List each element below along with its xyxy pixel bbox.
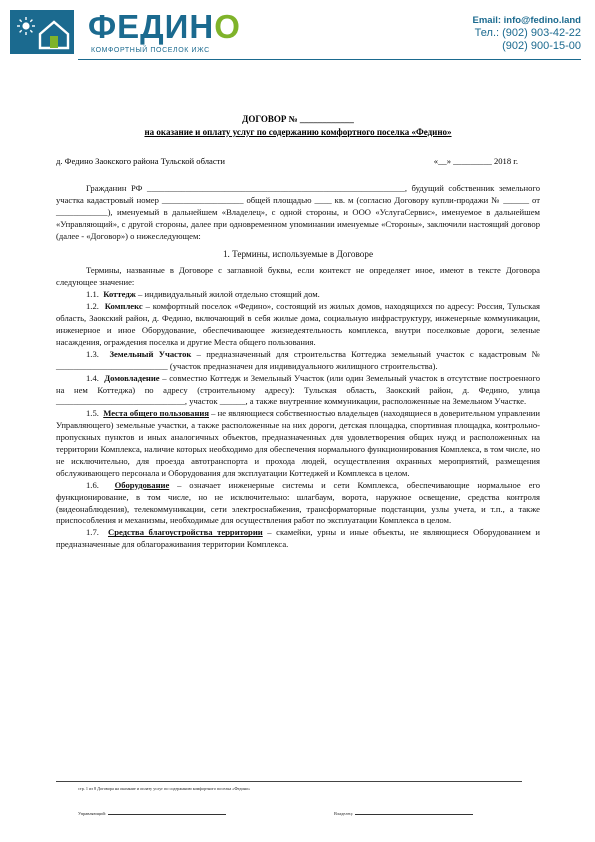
header-divider — [78, 59, 581, 60]
definition-text: – скамейки, урны и иные объекты, не являющиеся Оборудованием и предназначенные для облагораживания территории Комплекса. — [56, 527, 540, 550]
definition-text: – означает инженерные системы и сети Комплекса, обеспечивающие нормальное его функционирование, в том числе, но не исключительно: шлагбаум, ворота, наружное освещение, средства контроля (видеонаблюдения), телекоммуникации, сети электроснабжения, трансформаторные подстанции, узлы учета, и т.п., а также приспособления и механизмы, необходимые для осуществления работ по эксплуатации Комплекса в целом. — [56, 479, 540, 526]
owner-label: Владелец: — [334, 811, 353, 816]
brand-tagline: КОМФОРТНЫЙ ПОСЕЛОК ИЖС — [91, 47, 210, 54]
definition-item — [56, 289, 540, 301]
definition-text: – индивидуальный жилой отдельно стоящий дом. — [135, 289, 320, 300]
contact-phone-2: (902) 900-15-00 — [502, 40, 581, 52]
section-1-title: 1. Термины, используемые в Договоре — [222, 248, 374, 259]
definition-term: Комплекс — [104, 301, 143, 312]
definitions-list — [56, 289, 540, 551]
document-title — [56, 113, 540, 139]
sun-icon — [16, 16, 36, 36]
definition-text: – комфортный поселок «Федино», состоящий из жилых домов, находящихся по адресу: Россия, Тульская область, Заокский район, д. Федино, включающий в себя жилые дома, социальную инфраструктуру, инженерные коммуникации, инженерное и иное Оборудование, обеспечивающее жизнедеятельность комплекса, внутри поселковые дороги, зеленые насаждения, ограждения поселка и другие Места общего пользования. — [56, 301, 540, 347]
definition-number: 1.6. — [86, 479, 99, 490]
contact-phone-1: Тел.: (902) 903-42-22 — [474, 27, 581, 39]
definition-number: 1.5. — [86, 408, 99, 419]
preamble: Гражданин РФ ____________________________________________________________, будущий собственник земельного участка кадастровый номер ___________________ общей площадью ____ кв. м (согласно Договору купли-продажи № ______ от ____________), именуемый в дальнейшем «Владелец», с одной стороны, и ООО «УслугаСервис», именуемое в дальнейшем «Управляющий», с другой стороны, далее при одновременном упоминании именуемые «Стороны», заключили настоящий договор (далее - «Договор») о нижеследующем: — [56, 183, 540, 241]
definition-term: Места общего пользования — [103, 408, 210, 419]
definition-term: Домовладение — [104, 372, 160, 383]
owner-signature-line — [355, 814, 473, 815]
contact-email: Email: info@fedino.land — [472, 15, 581, 26]
footer-divider — [56, 781, 522, 782]
definition-term: Средства благоустройства территории — [107, 527, 263, 538]
logo — [10, 10, 74, 54]
definition-item — [56, 301, 540, 349]
definition-term: Оборудование — [114, 479, 170, 490]
definition-text: – не являющиеся собственностью владельцев (находящиеся в доверительном управлении Управляющего) земельные участки, а также расположенные на них дороги, детская площадка, спортивная площадка, контрольно-пропускных пунктов и иных аналогичных объектов, предназначенных для удовлетворения общих нужд и расположенных на территории Комплекса, наличие которых необходимо для обеспечения нормального функционирования Комплекса, в том числе, но не исключительно, для проезда автотранспорта и прохода людей, осуществления охранных мероприятий, размещения обслуживающего персонала и Оборудования для эксплуатации Коттеджей и Комплекса в целом. — [56, 408, 540, 478]
section-1-intro: Термины, названные в Договоре с заглавной буквы, если контекст не определяет иное, имеют в тексте Договора следующее значение: — [56, 265, 540, 288]
house-icon — [38, 18, 70, 50]
definition-number: 1.3. — [86, 348, 99, 359]
contacts — [473, 14, 582, 53]
place-date-line — [56, 156, 540, 166]
contract-place: д. Федино Заокского района Тульской области — [56, 156, 225, 166]
definition-number: 1.2. — [86, 301, 99, 312]
definition-number: 1.1. — [86, 289, 99, 300]
manager-label: Управляющий: — [78, 811, 107, 816]
definition-term: Коттедж — [103, 289, 136, 300]
contract-subject: на оказание и оплату услуг по содержанию комфортного поселка «Федино» — [144, 127, 452, 137]
owner-signature — [334, 811, 473, 816]
definition-number: 1.4. — [86, 372, 99, 383]
definition-text: – предназначенный для строительства Коттеджа земельный участок с кадастровым № __________________________ (участок предназначен для индивидуального жилищного строительства). — [56, 348, 540, 371]
manager-signature-line — [108, 814, 226, 815]
manager-signature — [78, 811, 226, 816]
definition-number: 1.7. — [86, 527, 99, 538]
brand-name: ФЕДИНО — [88, 8, 241, 45]
contract-body — [56, 183, 540, 551]
definition-item — [56, 408, 540, 479]
definition-term: Земельный Участок — [109, 348, 192, 359]
definition-item — [56, 349, 540, 373]
contract-date: «__» _________ 2018 г. — [433, 156, 518, 166]
definition-text: – совместно Коттедж и Земельный Участок (или один Земельный участок в отсутствие построенного на нем Коттеджа) по адресу (строительному адресу): Тульская область, Заокский район, д. Федино, улица ______________________________, участок ______, а также внутренние коммуникации, расположенные на Земельном Участке. — [56, 372, 541, 407]
page-footnote: стр. 1 из 8 Договора на оказание и оплату услуг по содержанию комфортного поселка «Федино» — [78, 786, 251, 791]
definition-item — [56, 527, 540, 551]
contract-number: ДОГОВОР № ____________ — [242, 114, 354, 124]
definition-item — [56, 373, 540, 409]
definition-item — [56, 480, 540, 528]
